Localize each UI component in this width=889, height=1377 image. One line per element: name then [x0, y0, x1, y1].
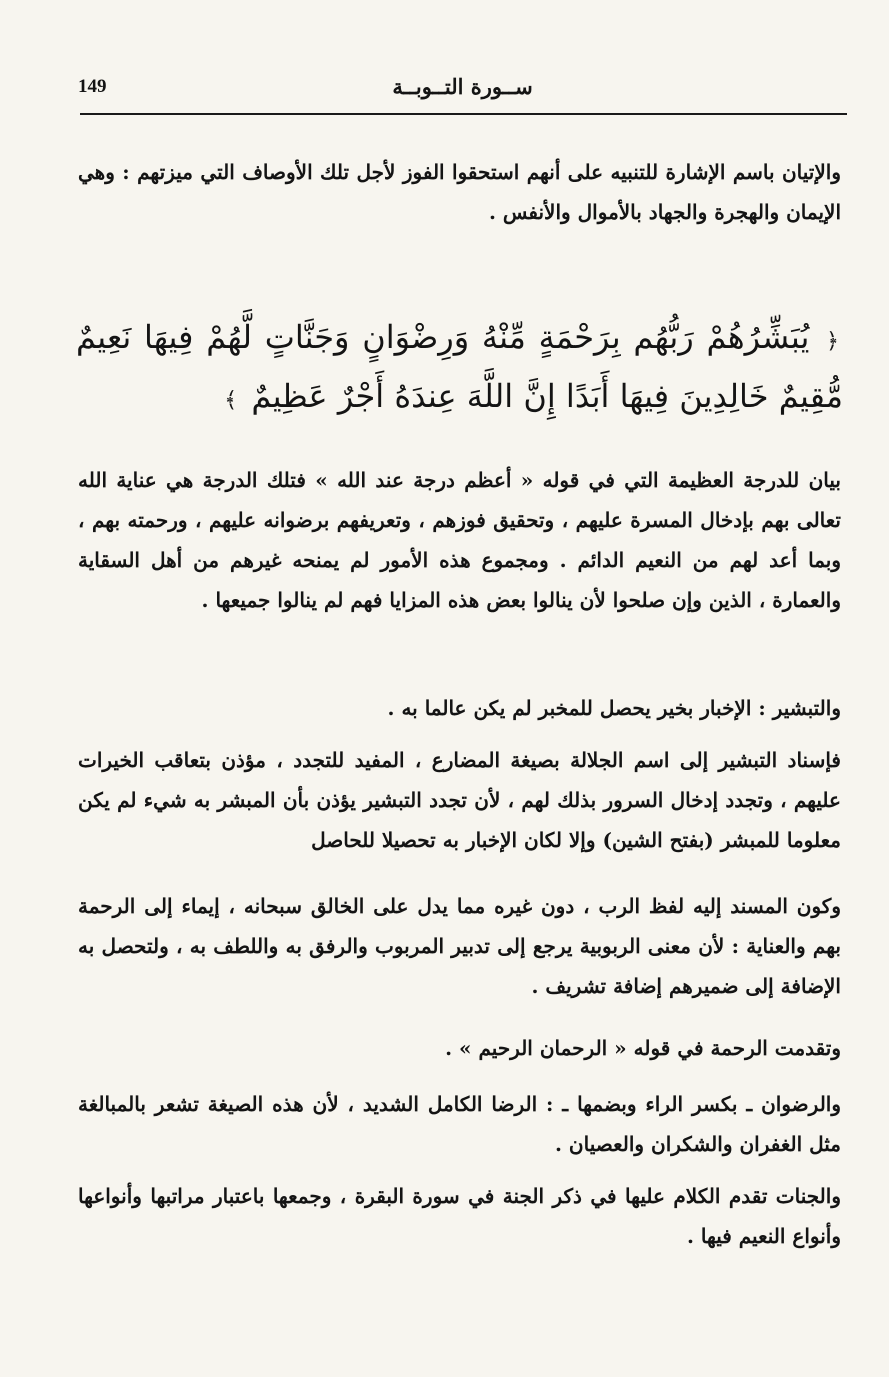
page-header — [78, 72, 847, 108]
paragraph-explanation: بيان للدرجة العظيمة التي في قوله « أعظم درجة عند الله » فتلك الدرجة هي عناية الله تعالى بهم بإدخال المسرة عليهم ، وتحقيق فوزهم ، وتعريفهم برضوانه عليهم ، ورحمته بهم ، وبما أعد لهم من النعيم الدائم . ومجموع هذه الأمور لم يمنحه غيرهم من أهل السقاية والعمارة ، الذين وإن صلحوا لأن ينالوا بعض هذه المزايا فهم لم ينالوا جميعها . — [78, 468, 841, 612]
quran-verse — [76, 310, 843, 428]
verse-open-ornament: ﴿ — [826, 329, 840, 354]
verse-close-ornament: ﴾ — [224, 388, 238, 413]
surah-title: ســورة التــوبــة — [392, 74, 533, 99]
header-divider — [80, 113, 847, 115]
paragraph-jannat: والجنات تقدم الكلام عليها في ذكر الجنة في سورة البقرة ، وجمعها باعتبار مراتبها وأنواعها وأنواع النعيم فيها . — [78, 1184, 841, 1248]
paragraph-intro: والإتيان باسم الإشارة للتنبيه على أنهم استحقوا الفوز لأجل تلك الأوصاف التي ميزتهم : وهي الإيمان والهجرة والجهاد بالأموال والأنفس . — [78, 160, 841, 224]
page-number: 149 — [78, 76, 107, 97]
paragraph-tabshir-definition: والتبشير : الإخبار بخير يحصل للمخبر لم يكن عالما به . — [387, 696, 841, 720]
paragraph-rahma: وتقدمت الرحمة في قوله « الرحمان الرحيم » . — [445, 1036, 841, 1060]
paragraph-ridwan: والرضوان ـ بكسر الراء وبضمها ـ : الرضا الكامل الشديد ، لأن هذه الصيغة تشعر بالمبالغة مثل الغفران والشكران والعصيان . — [78, 1092, 841, 1156]
verse-text: يُبَشِّرُهُمْ رَبُّهُم بِرَحْمَةٍ مِّنْهُ وَرِضْوَانٍ وَجَنَّاتٍ لَّهُمْ فِيهَا نَعِيمٌ مُّقِيمٌ خَالِدِينَ فِيهَا أَبَدًا إِنَّ اللَّهَ عِندَهُ أَجْرٌ عَظِيمٌ — [76, 318, 843, 415]
paragraph-isnad: فإسناد التبشير إلى اسم الجلالة بصيغة المضارع ، المفيد للتجدد ، مؤذن بتعاقب الخيرات عليهم ، وتجدد إدخال السرور بذلك لهم ، لأن تجدد التبشير يؤذن بأن المبشر به شيء لم يكن معلوما للمبشر (بفتح الشين) وإلا لكان الإخبار به تحصيلا للحاصل — [78, 748, 841, 852]
paragraph-rabb: وكون المسند إليه لفظ الرب ، دون غيره مما يدل على الخالق سبحانه ، إيماء إلى الرحمة بهم والعناية : لأن معنى الربوبية يرجع إلى تدبير المربوب والرفق به واللطف به ، ولتحصل به الإضافة إلى ضميرهم إضافة تشريف . — [78, 894, 841, 998]
